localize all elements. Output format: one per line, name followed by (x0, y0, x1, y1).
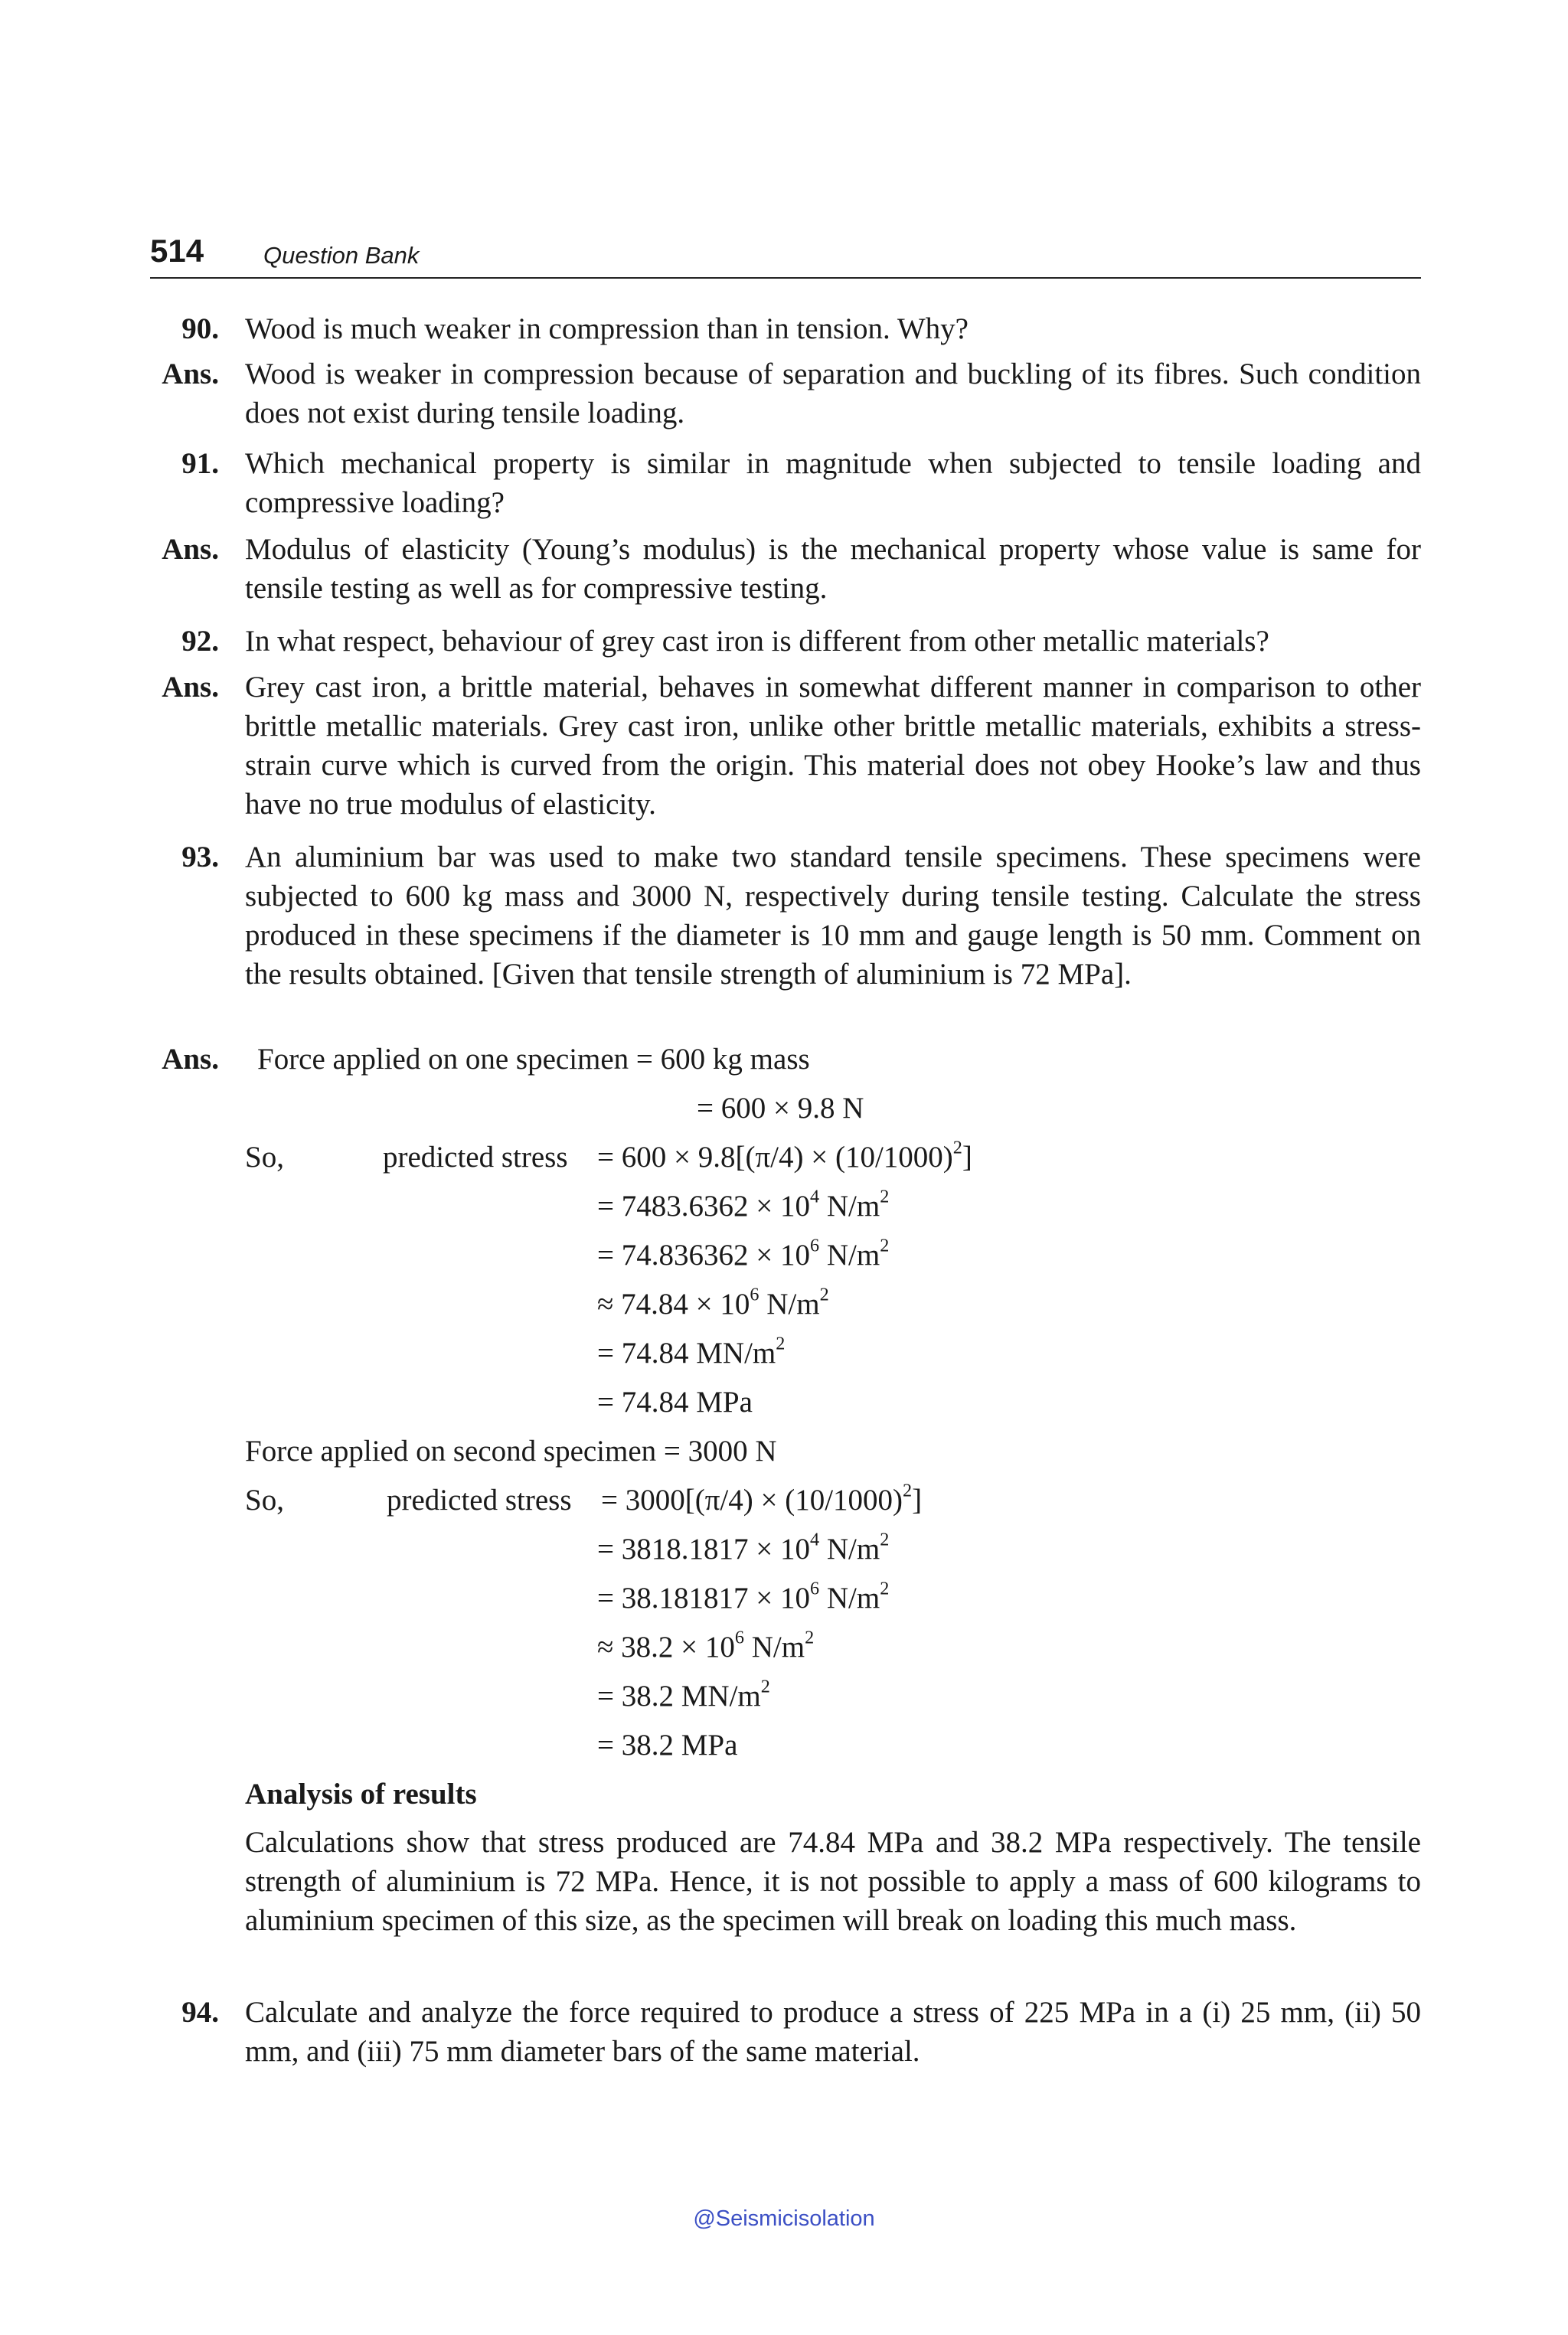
force-line-2: Force applied on second specimen = 3000 N (245, 1435, 777, 1468)
force-line-1: Force applied on one specimen = 600 kg mass (257, 1043, 810, 1076)
question-91 (150, 444, 1421, 522)
question-90 (150, 309, 1421, 348)
answer-91 (150, 530, 1421, 608)
equation-text: = 74.84 MN/m (597, 1337, 776, 1370)
answer-text: Grey cast iron, a brittle material, behaves in somewhat different manner in comparison to other brittle metallic materials. Grey cast iron, unlike other brittle metallic materials, exhibits a stress-strain curve which is curved from the origin. This material does not obey Hooke’s law and thus have no true modulus of elasticity. (245, 671, 1421, 821)
exponent: 2 (903, 1480, 913, 1501)
equation-line (597, 1236, 889, 1275)
equation-line (597, 1334, 785, 1373)
exponent: 2 (805, 1627, 815, 1648)
equation-text: = 600 × 9.8[(π/4) × (10/1000) (597, 1141, 953, 1174)
question-text: Which mechanical property is similar in magnitude when subjected to tensile loading and compressive loading? (245, 447, 1421, 519)
answer-90 (150, 354, 1421, 433)
equation-line (597, 1628, 814, 1667)
equation-text: N/m (766, 1288, 820, 1321)
answer-label: Ans. (162, 1043, 219, 1076)
equation-text: N/m (826, 1239, 880, 1272)
watermark: @Seismicisolation (693, 2206, 875, 2231)
equation-lhs: predicted stress (387, 1484, 572, 1517)
equation-text: ] (962, 1141, 972, 1174)
equation-text: N/m (826, 1190, 880, 1223)
equation-line (601, 1481, 922, 1520)
question-number: 92. (181, 625, 219, 658)
equation-text: N/m (751, 1631, 805, 1664)
equation-line: = 74.84 MPa (597, 1386, 753, 1419)
equation-text: = 3000[(π/4) × (10/1000) (601, 1484, 903, 1517)
exponent: 6 (750, 1284, 760, 1305)
exponent: 2 (952, 1137, 962, 1158)
answer-label: Ans. (162, 533, 219, 566)
equation-text: = 74.836362 × 10 (597, 1239, 810, 1272)
question-text: Calculate and analyze the force required to produce a stress of 225 MPa in a (i) 25 mm, (ii) 50 mm, and (iii) 75 mm diameter bars of the same material. (245, 1996, 1421, 2068)
page-header (150, 230, 1421, 279)
exponent: 2 (760, 1676, 770, 1697)
exponent: 2 (880, 1529, 890, 1550)
equation-text: N/m (826, 1582, 880, 1615)
exponent: 2 (776, 1333, 786, 1354)
equation-text: = 7483.6362 × 10 (597, 1190, 810, 1223)
exponent: 2 (880, 1578, 890, 1599)
equation-text: ] (912, 1484, 923, 1517)
equation-text: = 3818.1817 × 10 (597, 1533, 810, 1566)
answer-92 (150, 668, 1421, 824)
exponent: 2 (819, 1284, 829, 1305)
question-text: An aluminium bar was used to make two standard tensile specimens. These specimens were subjected to 600 kg mass and 3000 N, respectively during tensile testing. Calculate the stress produced in these specimens if the diameter is 10 mm and gauge length is 50 mm. Comment on the results obtained. [Given that tensile strength of aluminium is 72 MPa]. (245, 841, 1421, 991)
equation-text: ≈ 38.2 × 10 (597, 1631, 735, 1664)
equation-line (597, 1579, 889, 1618)
exponent: 6 (810, 1235, 820, 1256)
question-text: In what respect, behaviour of grey cast iron is different from other metallic materials? (245, 625, 1269, 658)
equation-line: = 38.2 MPa (597, 1729, 738, 1762)
analysis-paragraph (150, 1823, 1421, 1979)
answer-label: Ans. (162, 358, 219, 390)
equation-line: = 600 × 9.8 N (697, 1092, 864, 1125)
so-label: So, (245, 1484, 284, 1517)
equation-text: = 38.2 MN/m (597, 1680, 761, 1713)
exponent: 4 (810, 1529, 820, 1550)
exponent: 4 (810, 1186, 820, 1207)
exponent: 2 (880, 1186, 890, 1207)
analysis-text: Calculations show that stress produced are 74.84 MPa and 38.2 MPa respectively. The tensile strength of aluminium is 72 MPa. Hence, it is not possible to apply a mass of 600 kilograms to aluminium specimen of this size, as the specimen will break on loading this much mass. (245, 1826, 1421, 1937)
question-92 (150, 622, 1421, 661)
equation-lhs: predicted stress (383, 1141, 568, 1174)
exponent: 6 (810, 1578, 820, 1599)
answer-label: Ans. (162, 671, 219, 704)
equation-line (597, 1530, 889, 1569)
running-title: Question Bank (263, 242, 420, 269)
analysis-heading: Analysis of results (245, 1778, 477, 1811)
exponent: 2 (880, 1235, 890, 1256)
page-number: 514 (150, 233, 204, 269)
question-94 (150, 1993, 1421, 2071)
question-number: 90. (181, 312, 219, 345)
question-93 (150, 838, 1421, 1033)
so-label: So, (245, 1141, 284, 1174)
equation-line (597, 1285, 829, 1324)
equation-line (597, 1187, 889, 1226)
question-number: 93. (181, 841, 219, 874)
question-text: Wood is much weaker in compression than in tension. Why? (245, 312, 969, 345)
answer-93 (150, 1040, 1421, 1079)
equation-line (597, 1138, 972, 1177)
equation-text: = 38.181817 × 10 (597, 1582, 810, 1615)
equation-text: ≈ 74.84 × 10 (597, 1288, 750, 1321)
question-number: 91. (181, 447, 219, 480)
answer-text: Modulus of elasticity (Young’s modulus) is the mechanical property whose value is same for tensile testing as well as for compressive testing. (245, 533, 1421, 605)
answer-text: Wood is weaker in compression because of separation and buckling of its fibres. Such condition does not exist during tensile loading. (245, 358, 1421, 429)
question-number: 94. (181, 1996, 219, 2029)
exponent: 6 (734, 1627, 744, 1648)
equation-line (597, 1677, 770, 1716)
equation-text: N/m (826, 1533, 880, 1566)
